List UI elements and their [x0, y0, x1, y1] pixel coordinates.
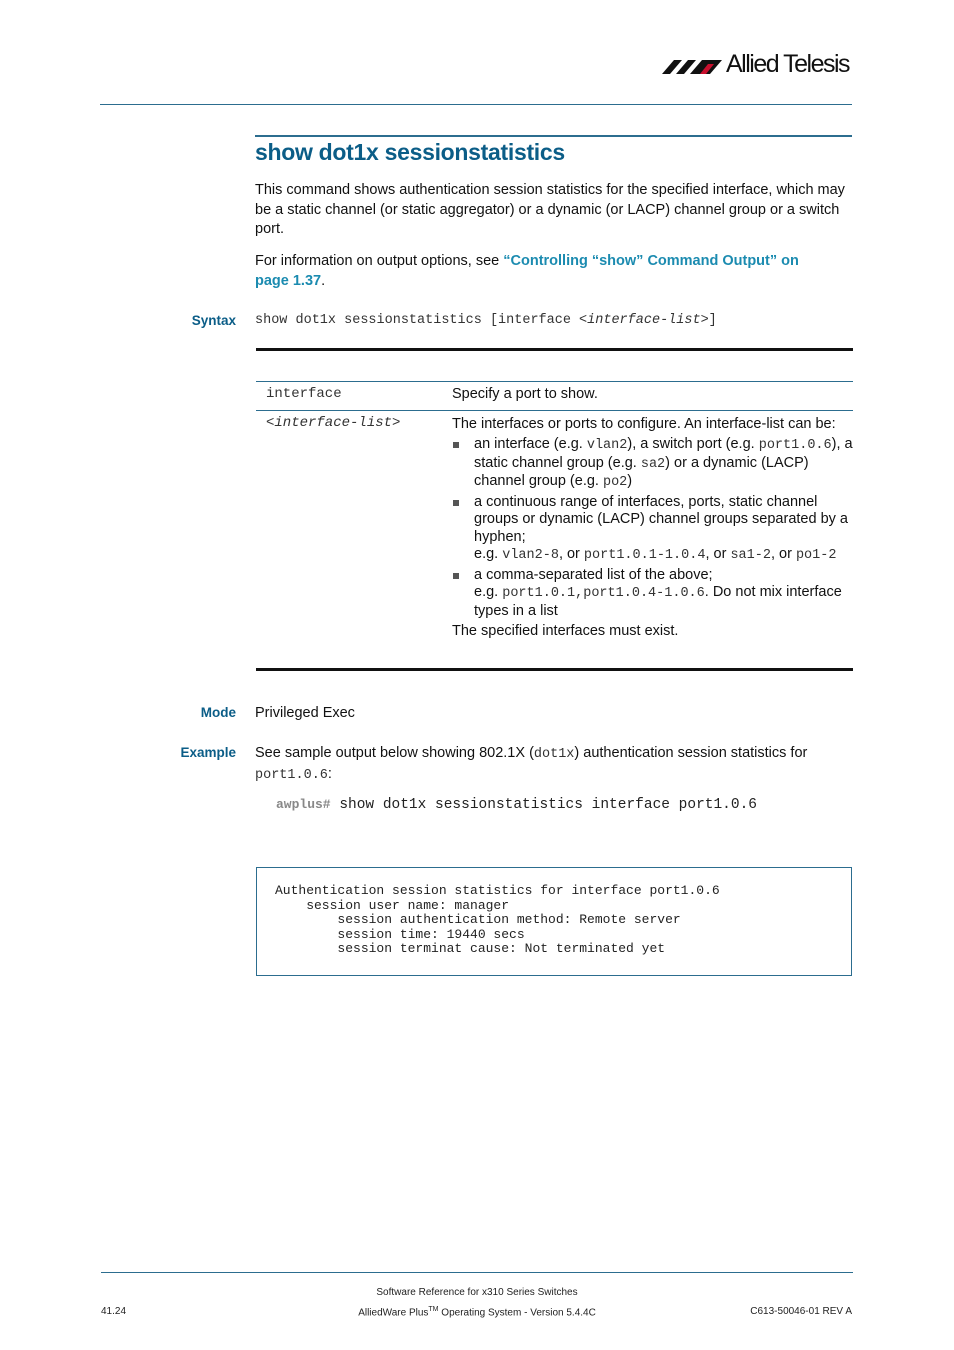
mode-value: Privileged Exec	[255, 705, 355, 721]
mode-label: Mode	[200, 705, 236, 720]
bullet-icon	[453, 442, 459, 448]
sample-output-text: Authentication session statistics for interface port1.0.6 session user name: manager session authentication method: Remote server session time: 19440 secs session terminat cause: Not terminated yet	[275, 883, 720, 956]
table-bottom-rule	[256, 668, 853, 671]
param-description	[452, 411, 853, 652]
list-item: an interface (e.g. vlan2), a switch port (e.g. port1.0.6), a static channel group (e.g. sa2) or a dynamic (LACP) channel group (e.g. po2)	[452, 436, 853, 492]
sample-output-box	[256, 867, 852, 976]
description-paragraph: This command shows authentication session statistics for the specified interface, which may be a static channel (or static aggregator) or a dynamic (or LACP) channel group or a switch port.	[255, 182, 845, 237]
footer-title: Software Reference for x310 Series Switches	[376, 1287, 578, 1298]
param-outro: The specified interfaces must exist.	[452, 623, 679, 639]
logo-text: Allied Telesis	[726, 50, 850, 78]
bullet-icon	[453, 500, 459, 506]
footer-doc-code: C613-50046-01 REV A	[750, 1306, 852, 1317]
page-title: show dot1x sessionstatistics	[255, 139, 565, 165]
syntax-label: Syntax	[191, 313, 236, 328]
table-row	[256, 382, 853, 411]
cli-prompt: awplus#	[276, 797, 331, 812]
param-name: interface	[256, 382, 452, 411]
parameter-table	[256, 381, 853, 651]
footer-version: AlliedWare Plus™ Operating System - Version 5.4.4C	[358, 1306, 596, 1319]
info-suffix: .	[321, 272, 326, 289]
bullet-icon	[453, 573, 459, 579]
info-paragraph	[255, 252, 845, 291]
footer-rule	[101, 1272, 853, 1273]
controlling-show-output-link[interactable]: “Controlling “show” Command Output” on page 1.37	[255, 253, 799, 289]
param-description: Specify a port to show.	[452, 382, 853, 411]
list-item: a comma-separated list of the above; e.g. port1.0.1,port1.0.4-1.0.6. Do not mix interface types in a list	[452, 567, 853, 621]
table-row	[256, 411, 853, 652]
example-command-line	[276, 797, 757, 813]
interface-list-options	[452, 436, 853, 620]
logo-mark-icon	[660, 52, 724, 82]
title-top-rule	[255, 135, 852, 137]
list-item: a continuous range of interfaces, ports, static channel groups or dynamic (LACP) channel groups separated by a hyphen; e.g. vlan2-8, or port1.0.1-1.0.4, or sa1-2, or po1-2	[452, 494, 853, 565]
footer-page-number: 41.24	[101, 1306, 127, 1317]
table-top-rule	[256, 348, 853, 351]
header-rule	[100, 104, 852, 105]
info-prefix: For information on output options, see	[255, 253, 504, 269]
param-name: <interface-list>	[266, 415, 401, 431]
syntax-command: show dot1x sessionstatistics [interface <interface-list>]	[255, 313, 717, 328]
param-intro: The interfaces or ports to configure. An interface-list can be:	[452, 416, 836, 432]
example-paragraph: See sample output below showing 802.1X (dot1x) authentication session statistics for port1.0.6:	[255, 745, 808, 783]
example-label: Example	[180, 745, 236, 760]
cli-command: show dot1x sessionstatistics interface port1.0.6	[339, 797, 757, 813]
allied-telesis-logo	[660, 50, 856, 80]
